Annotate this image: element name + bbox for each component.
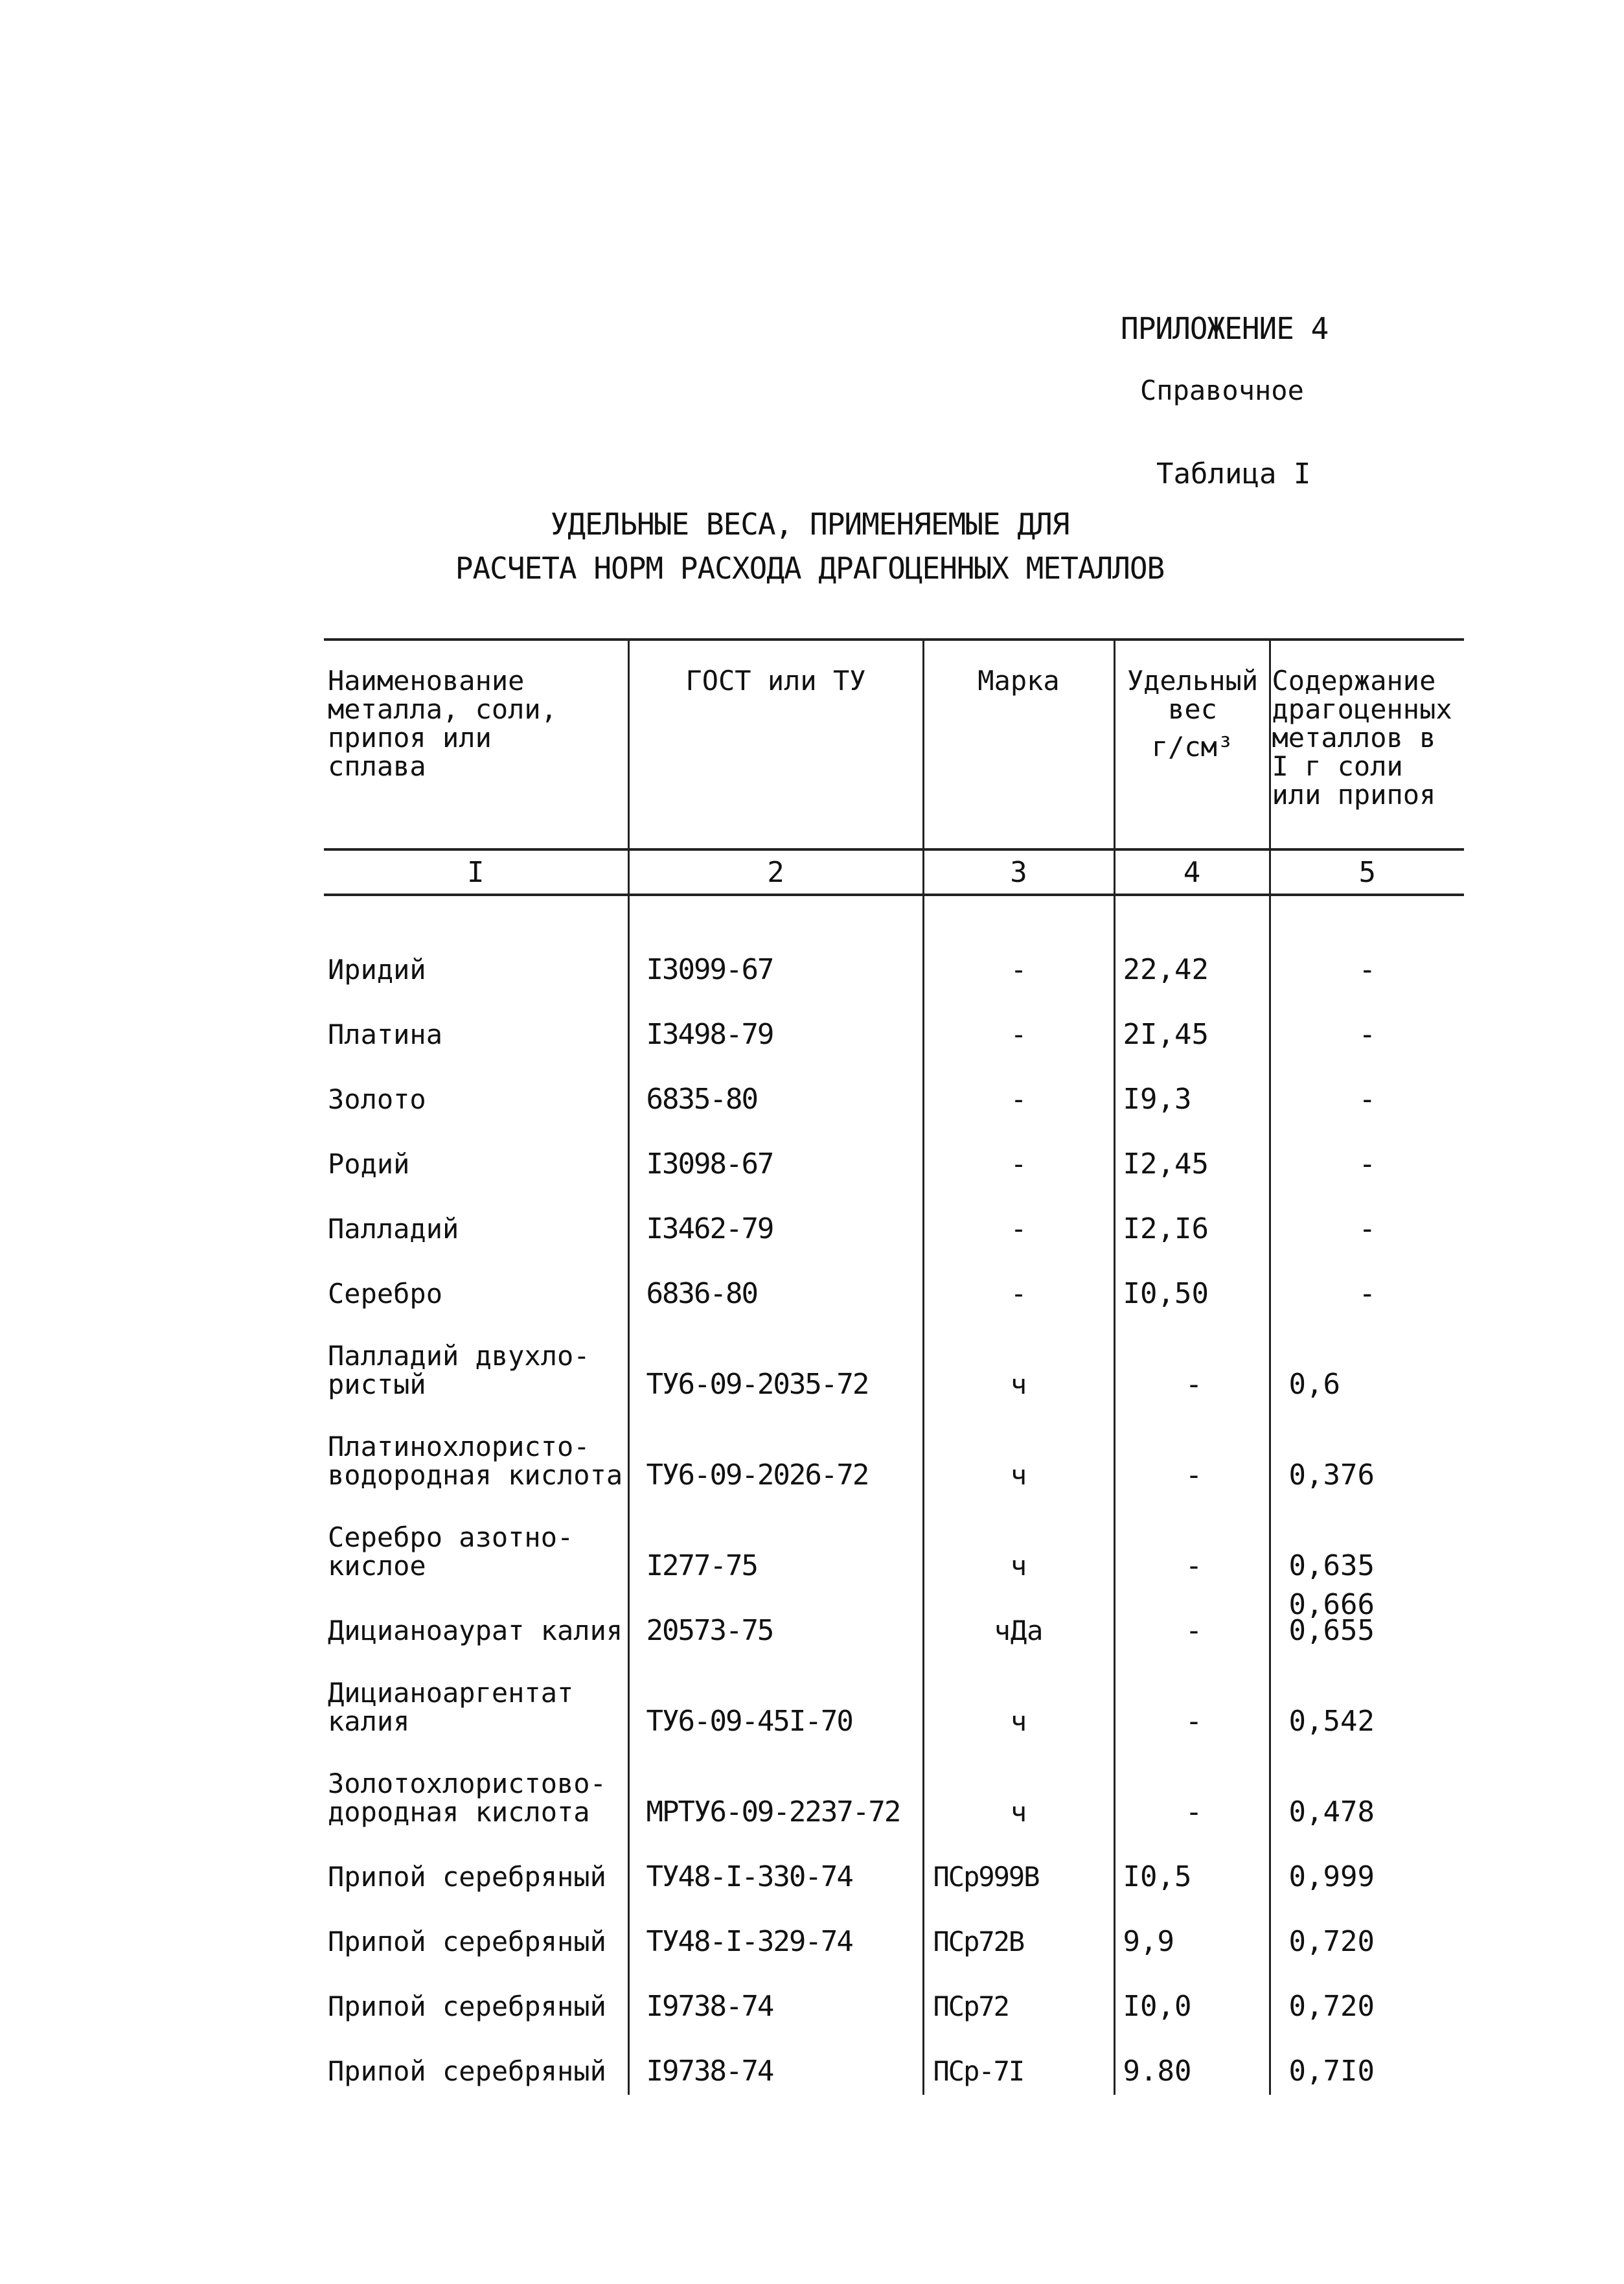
cell-content (1270, 1836, 1464, 1900)
cell-name-line: Золотохлористово- (328, 1768, 606, 1799)
cell-name (324, 1188, 628, 1252)
appendix-label: ПРИЛОЖЕНИЕ 4 (1121, 311, 1329, 346)
cell-content (1270, 1745, 1464, 1836)
cell-name (324, 1654, 628, 1745)
column-header-name (324, 640, 628, 849)
cell-weight: I9,3 (1114, 1058, 1270, 1123)
table-row (324, 1836, 1464, 1900)
cell-name-line: Платинохлористо- (328, 1431, 590, 1462)
cell-mark: ч (923, 1408, 1114, 1499)
cell-weight: - (1114, 1654, 1270, 1745)
cell-mark: - (923, 1058, 1114, 1123)
cell-content (1270, 1252, 1464, 1317)
cell-name (324, 1317, 628, 1408)
cell-gost: I277-75 (628, 1499, 923, 1589)
cell-weight: - (1114, 1408, 1270, 1499)
cell-content-value: - (1358, 1018, 1376, 1051)
column-header-content-line: металлов в (1272, 722, 1436, 754)
cell-gost: ТУ6-09-2035-72 (628, 1317, 923, 1408)
column-header-name-line: припоя или (328, 722, 492, 754)
cell-weight: - (1114, 1745, 1270, 1836)
cell-mark: ч (923, 1745, 1114, 1836)
column-number: I (324, 849, 628, 895)
cell-gost: I3462-79 (628, 1188, 923, 1252)
column-header-gost: ГОСТ или ТУ (628, 640, 923, 849)
cell-name-line: кислое (328, 1550, 426, 1582)
table-title-line-2: РАСЧЕТА НОРМ РАСХОДА ДРАГОЦЕННЫХ МЕТАЛЛОВ (455, 551, 1165, 586)
column-header-name-line: Наименование (328, 665, 525, 697)
cell-name-line: Припой серебряный (328, 1990, 606, 2022)
cell-mark: - (923, 1252, 1114, 1317)
cell-content (1270, 1965, 1464, 2030)
cell-gost: ТУ6-09-45I-70 (628, 1654, 923, 1745)
cell-content (1270, 1058, 1464, 1123)
table-body (324, 895, 1464, 2095)
cell-mark: - (923, 1123, 1114, 1188)
cell-gost: ТУ6-09-2026-72 (628, 1408, 923, 1499)
cell-content (1270, 1188, 1464, 1252)
column-header-weight-line: г/см³ (1151, 731, 1234, 763)
cell-content-value: - (1358, 1148, 1376, 1181)
cell-content-value: 0,655 (1288, 1614, 1375, 1647)
table-row (324, 1252, 1464, 1317)
table-row (324, 1900, 1464, 1965)
cell-content (1270, 1123, 1464, 1188)
table-row (324, 1317, 1464, 1408)
column-header-weight-line: вес (1168, 693, 1217, 725)
cell-gost: I9738-74 (628, 1965, 923, 2030)
column-number-row (324, 849, 1464, 895)
table-row (324, 2030, 1464, 2095)
cell-name (324, 1589, 628, 1654)
cell-content-value: 0,7I0 (1288, 2055, 1375, 2088)
cell-mark: ч (923, 1317, 1114, 1408)
cell-gost: I3099-67 (628, 929, 923, 993)
table-row (324, 929, 1464, 993)
cell-name-line: водородная кислота (328, 1459, 623, 1491)
cell-weight: 2I,45 (1114, 993, 1270, 1058)
table-header-row (324, 640, 1464, 849)
cell-gost: 6836-80 (628, 1252, 923, 1317)
cell-name (324, 1745, 628, 1836)
data-table (324, 638, 1464, 2095)
cell-content (1270, 929, 1464, 993)
table-title-line-1: УДЕЛЬНЫЕ ВЕСА, ПРИМЕНЯЕМЫЕ ДЛЯ (550, 507, 1069, 542)
table-row (324, 1058, 1464, 1123)
cell-name (324, 1900, 628, 1965)
cell-content-value: 0,999 (1288, 1860, 1375, 1893)
cell-content (1270, 1408, 1464, 1499)
cell-mark: чДа (923, 1589, 1114, 1654)
cell-name-line: Дицианоаргентат (328, 1677, 574, 1709)
cell-name-line: Серебро азотно- (328, 1521, 574, 1553)
cell-content (1270, 1900, 1464, 1965)
column-header-content-line: или припоя (1272, 779, 1436, 811)
cell-mark: ПСр999В (923, 1836, 1114, 1900)
table-spacer-row (324, 895, 1464, 929)
cell-name-line: Припой серебряный (328, 2055, 606, 2087)
cell-gost: 6835-80 (628, 1058, 923, 1123)
table-row (324, 1745, 1464, 1836)
column-header-name-line: металла, соли, (328, 693, 558, 725)
cell-mark: - (923, 993, 1114, 1058)
cell-content-value: 0,6 (1288, 1368, 1340, 1401)
table-row (324, 1188, 1464, 1252)
cell-content-value: 0,720 (1288, 1990, 1375, 2023)
cell-content-value: 0,720 (1288, 1925, 1375, 1958)
reference-label: Справочное (1140, 375, 1304, 406)
cell-name-line: Иридий (328, 954, 426, 986)
cell-name-line: ристый (328, 1368, 426, 1400)
cell-name (324, 1499, 628, 1589)
cell-name (324, 1252, 628, 1317)
cell-weight: I0,0 (1114, 1965, 1270, 2030)
cell-content (1270, 1499, 1464, 1589)
cell-name-line: Палладий (328, 1213, 459, 1245)
cell-content-value: 0,666 (1288, 1588, 1375, 1621)
column-number: 4 (1114, 849, 1270, 895)
cell-content-value: - (1358, 1277, 1376, 1310)
table-row (324, 1654, 1464, 1745)
cell-mark: ч (923, 1654, 1114, 1745)
column-header-weight (1114, 640, 1270, 849)
cell-weight: 22,42 (1114, 929, 1270, 993)
cell-mark: ч (923, 1499, 1114, 1589)
table-row (324, 1589, 1464, 1654)
cell-name (324, 2030, 628, 2095)
cell-mark: ПСр72 (923, 1965, 1114, 2030)
table-row (324, 993, 1464, 1058)
cell-name-line: калия (328, 1705, 410, 1737)
cell-weight: I0,50 (1114, 1252, 1270, 1317)
cell-name-line: Припой серебряный (328, 1861, 606, 1893)
column-header-content (1270, 640, 1464, 849)
cell-weight: - (1114, 1499, 1270, 1589)
cell-gost: 20573-75 (628, 1589, 923, 1654)
table-row (324, 1408, 1464, 1499)
cell-gost: ТУ48-I-329-74 (628, 1900, 923, 1965)
cell-name-line: Дицианоаурат калия (328, 1615, 623, 1646)
cell-name (324, 929, 628, 993)
cell-name-line: Золото (328, 1083, 426, 1115)
cell-weight: 9,9 (1114, 1900, 1270, 1965)
table-title (324, 502, 1296, 590)
column-number: 2 (628, 849, 923, 895)
column-header-name-line: сплава (328, 750, 426, 782)
cell-content-value: 0,478 (1288, 1795, 1375, 1828)
cell-name (324, 993, 628, 1058)
column-header-mark: Марка (923, 640, 1114, 849)
cell-gost: ТУ48-I-330-74 (628, 1836, 923, 1900)
table-row (324, 1499, 1464, 1589)
cell-content (1270, 1589, 1464, 1654)
cell-weight: I2,I6 (1114, 1188, 1270, 1252)
cell-gost: I3498-79 (628, 993, 923, 1058)
cell-content-value: 0,376 (1288, 1459, 1375, 1492)
cell-name-line: Родий (328, 1148, 410, 1180)
cell-content (1270, 1654, 1464, 1745)
cell-weight: 9.80 (1114, 2030, 1270, 2095)
cell-mark: - (923, 929, 1114, 993)
cell-gost: I3098-67 (628, 1123, 923, 1188)
column-header-weight-line: Удельный (1127, 665, 1259, 697)
cell-mark: ПСр72В (923, 1900, 1114, 1965)
cell-name (324, 1408, 628, 1499)
cell-content (1270, 1317, 1464, 1408)
cell-name-line: Платина (328, 1019, 443, 1050)
column-number: 3 (923, 849, 1114, 895)
table-number: Таблица I (1156, 457, 1311, 490)
cell-gost: МРТУ6-09-2237-72 (628, 1745, 923, 1836)
cell-name (324, 1058, 628, 1123)
cell-content-value: 0,635 (1288, 1549, 1375, 1582)
table-row (324, 1123, 1464, 1188)
cell-name-line: Припой серебряный (328, 1926, 606, 1957)
cell-name-line: Палладий двухло- (328, 1340, 590, 1372)
cell-name-line: Серебро (328, 1278, 443, 1309)
cell-weight: I2,45 (1114, 1123, 1270, 1188)
column-number: 5 (1270, 849, 1464, 895)
cell-mark: - (923, 1188, 1114, 1252)
cell-mark: ПСр-7I (923, 2030, 1114, 2095)
cell-name (324, 1965, 628, 2030)
column-header-content-line: Содержание (1272, 665, 1436, 697)
cell-content (1270, 993, 1464, 1058)
cell-name (324, 1123, 628, 1188)
cell-name (324, 1836, 628, 1900)
cell-gost: I9738-74 (628, 2030, 923, 2095)
column-header-content-line: I г соли (1272, 750, 1403, 782)
cell-name-line: дородная кислота (328, 1796, 590, 1828)
cell-weight: - (1114, 1317, 1270, 1408)
table-row (324, 1965, 1464, 2030)
cell-content-value: - (1358, 1212, 1376, 1245)
cell-weight: I0,5 (1114, 1836, 1270, 1900)
cell-content-value: - (1358, 953, 1376, 986)
cell-content-value: 0,542 (1288, 1705, 1375, 1738)
column-header-content-line: драгоценных (1272, 693, 1452, 725)
cell-weight: - (1114, 1589, 1270, 1654)
cell-content (1270, 2030, 1464, 2095)
cell-content-value: - (1358, 1083, 1376, 1116)
